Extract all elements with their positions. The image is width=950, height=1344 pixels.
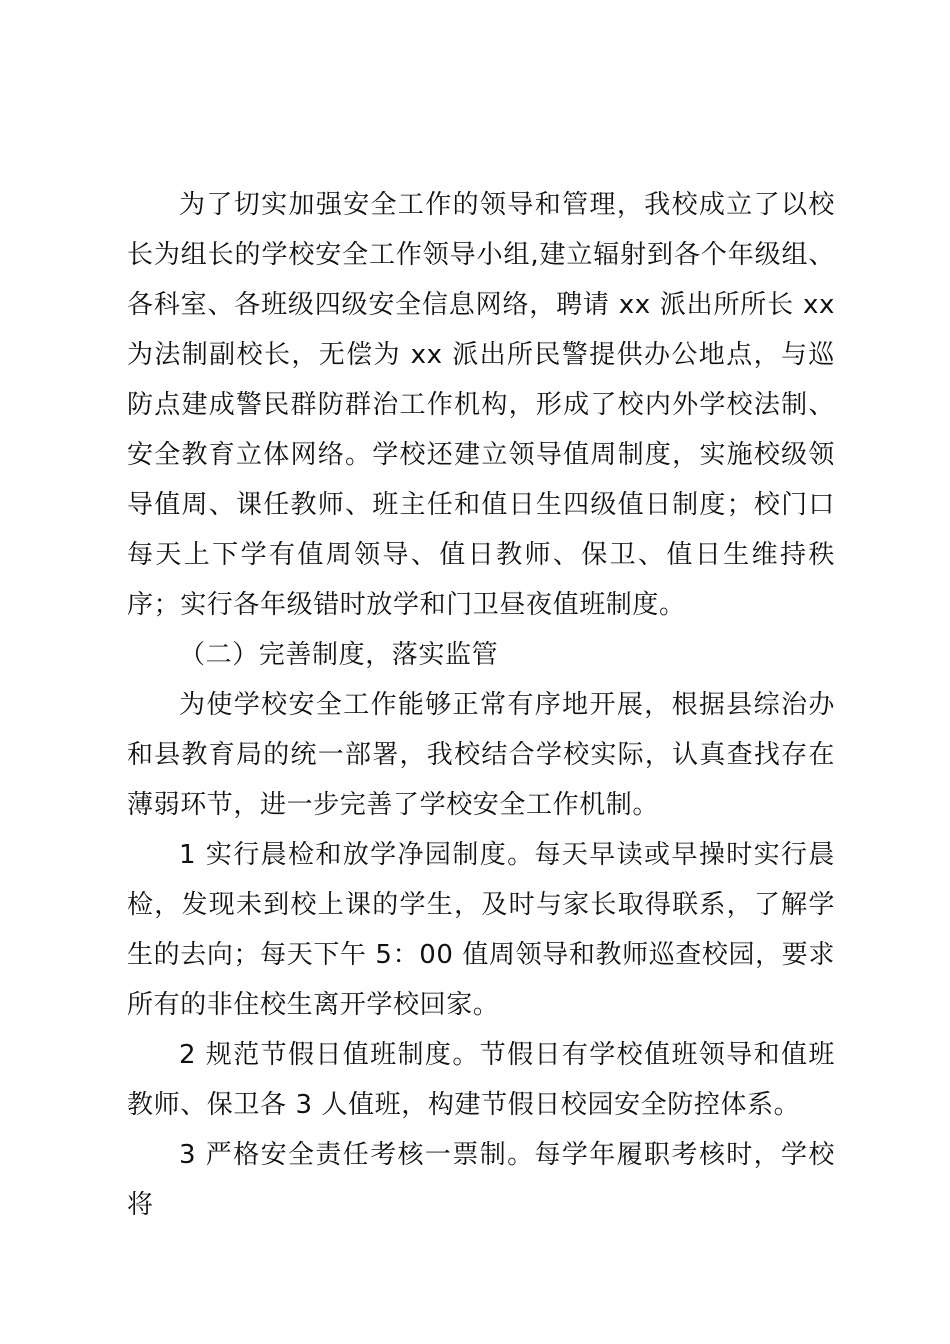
paragraph-mechanism: 为使学校安全工作能够正常有序地开展，根据县综治办和县教育局的统一部署，我校结合学校实际，认真查找存在薄弱环节，进一步完善了学校安全工作机制。 [127,690,835,820]
section-heading: （二）完善制度，落实监管 [179,640,499,670]
paragraph-rule-1: 1 实行晨检和放学净园制度。每天早读或早操时实行晨检，发现未到校上课的学生，及时与家长取得联系，了解学生的去向；每天下午 5：00 值周领导和教师巡查校园，要求所有的非住校生离开学校回家。 [127,840,835,1020]
paragraph-rule-3: 3 严格安全责任考核一票制。每学年履职考核时，学校将 [127,1140,835,1220]
paragraph-rule-2: 2 规范节假日值班制度。节假日有学校值班领导和值班教师、保卫各 3 人值班，构建节假日校园安全防控体系。 [127,1040,835,1120]
paragraph-leadership: 为了切实加强安全工作的领导和管理，我校成立了以校长为组长的学校安全工作领导小组,建立辐射到各个年级组、各科室、各班级四级安全信息网络，聘请 xx 派出所所长 xx 为法制副校长，无偿为 xx 派出所民警提供办公地点，与巡防点建成警民群防群治工作机构，形成了校内外学校法制、安全教育立体网络。学校还建立领导值周制度，实施校级领导值周、课任教师、班主任和值日生四级值日制度；校门口每天上下学有值周领导、值日教师、保卫、值日生维持秩序；实行各年级错时放学和门卫昼夜值班制度。 [127,190,835,620]
document-body [127,180,835,1230]
